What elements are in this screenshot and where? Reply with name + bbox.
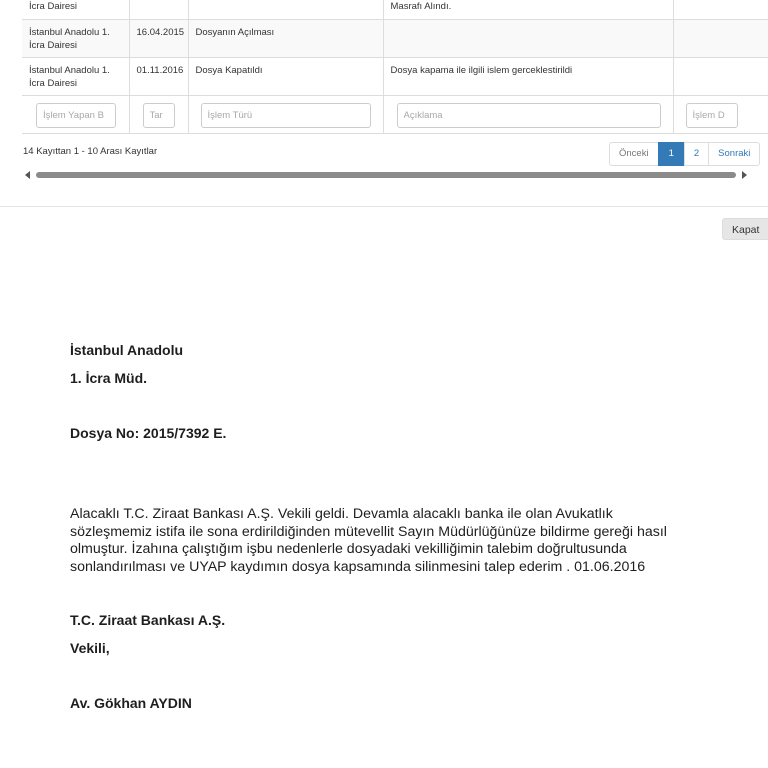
cell-extra [673,58,768,96]
records-table-container [22,0,768,134]
letter-body-line: sözleşmemiz istifa ile sona erdirildiğinden mütevellit Sayın Müdürlüğünüze bildirme gereği hasıl [70,523,667,540]
tarih-filter-input[interactable] [143,103,175,128]
scroll-right-arrow-icon[interactable] [742,171,747,179]
table-row [22,0,768,20]
section-divider [0,206,768,207]
cell-aciklama: Dosya kapama ile ilgili islem gerceklestirildi [383,58,673,96]
cell-islem: Dosya Kapatıldı [188,58,383,96]
aciklama-filter-input[interactable] [397,103,661,128]
cell-extra [673,20,768,58]
table-row [22,58,768,96]
records-table [22,0,768,134]
cell-tarih: 16.04.2015 [129,20,188,58]
table-row [22,20,768,58]
page-1-button[interactable]: 1 [658,142,685,166]
previous-page-button[interactable]: Önceki [609,142,659,166]
pagination [609,142,760,166]
cell-aciklama: Masrafı Alındı. [383,0,673,20]
cell-tarih [129,0,188,20]
filter-cell [383,96,673,134]
page-2-button[interactable]: 2 [684,142,709,166]
scrollbar-thumb[interactable] [36,172,736,178]
islem-yapan-filter-input[interactable] [36,103,116,128]
filter-cell [129,96,188,134]
next-page-button[interactable]: Sonraki [708,142,760,166]
filter-cell [22,96,129,134]
cell-kurum: İstanbul Anadolu 1. İcra Dairesi [22,20,129,58]
letter-body-line: sonlandırılması ve UYAP kaydımın dosya kapsamında silinmesini talep ederim . 01.06.2016 [70,558,646,575]
islem-d-filter-input[interactable] [686,103,738,128]
cell-islem: Dosyanın Açılması [188,20,383,58]
cell-aciklama [383,20,673,58]
cell-kurum: İstanbul Anadolu 1. İcra Dairesi [22,58,129,96]
letter-body-line: Alacaklı T.C. Ziraat Bankası A.Ş. Vekili geldi. Devamla alacaklı banka ile olan Avukatlık [70,506,613,522]
bank-name: T.C. Ziraat Bankası A.Ş. [70,612,226,628]
cell-kurum: İcra Dairesi [22,0,129,20]
horizontal-scrollbar[interactable] [22,168,750,182]
file-number: Dosya No: 2015/7392 E. [70,425,227,441]
court-name-line2: 1. İcra Müd. [70,370,148,386]
cell-extra [673,0,768,20]
close-button[interactable]: Kapat [722,218,768,240]
signer-name: Av. Gökhan AYDIN [70,695,192,711]
vekili-label: Vekili, [70,640,110,656]
islem-turu-filter-input[interactable] [201,103,371,128]
court-name-line1: İstanbul Anadolu [70,342,184,358]
filter-cell [673,96,768,134]
filter-cell [188,96,383,134]
cell-islem [188,0,383,20]
filter-row [22,96,768,134]
records-info-text: 14 Kayıttan 1 - 10 Arası Kayıtlar [23,146,158,157]
cell-tarih: 01.11.2016 [129,58,188,96]
letter-body [70,506,710,576]
letter-body-line: olmuştur. İzahına çalıştığım işbu nedenlerle dosyadaki vekilliğimin talebim doğrultusunda [70,541,627,557]
scroll-left-arrow-icon[interactable] [25,171,30,179]
